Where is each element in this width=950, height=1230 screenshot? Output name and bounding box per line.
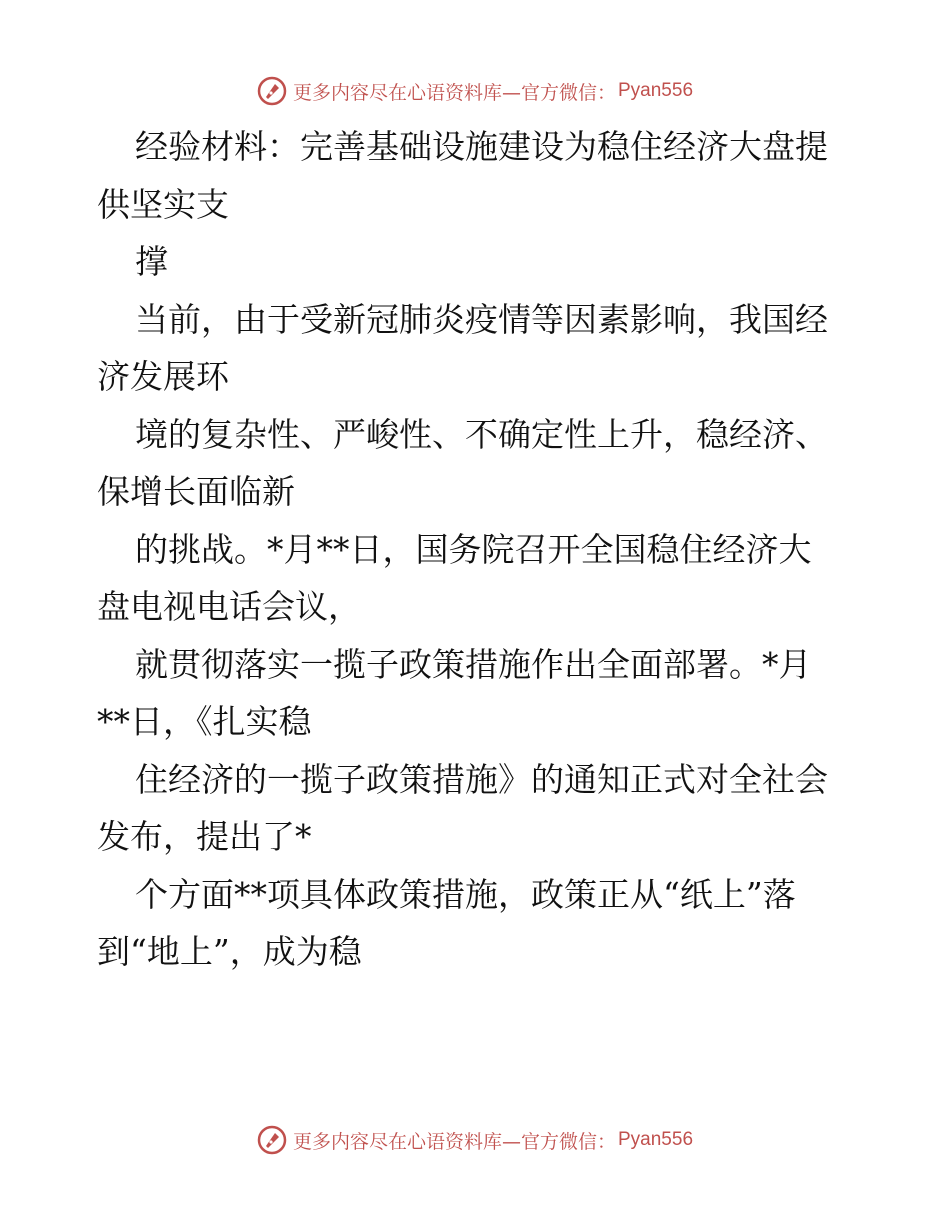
watermark-header bbox=[0, 71, 950, 111]
text-line: 当前，由于受新冠肺炎疫情等因素影响，我国经 bbox=[135, 299, 828, 339]
text-line: 济发展环 bbox=[97, 357, 229, 396]
text-line: 供坚实支 bbox=[97, 184, 229, 224]
text-line: 的挑战。*月**日，国务院召开全国稳住经济大 bbox=[135, 529, 812, 569]
pen-nib-logo-icon bbox=[257, 1125, 287, 1155]
text-line: 撑 bbox=[135, 242, 168, 281]
watermark-footer bbox=[0, 1120, 950, 1160]
watermark-text: 更多内容尽在心语资料库—官方微信： bbox=[292, 1130, 616, 1153]
text-line: 境的复杂性、严峻性、不确定性上升，稳经济、 bbox=[135, 414, 828, 454]
watermark-handle: Pyan556 bbox=[618, 1129, 694, 1150]
text-line: 住经济的一揽子政策措施》的通知正式对全社会 bbox=[135, 759, 828, 799]
text-line: 发布，提出了* bbox=[97, 817, 312, 856]
text-line: 到“地上”，成为稳 bbox=[97, 932, 362, 971]
document-body bbox=[97, 118, 857, 981]
text-line: 盘电视电话会议， bbox=[97, 587, 361, 626]
text-line: **日，《扎实稳 bbox=[97, 702, 312, 741]
text-line: 个方面**项具体政策措施，政策正从“纸上”落 bbox=[135, 874, 796, 914]
text-line: 经验材料：完善基础设施建设为稳住经济大盘提 bbox=[135, 127, 828, 166]
pen-nib-logo-icon bbox=[257, 76, 287, 106]
watermark-handle: Pyan556 bbox=[618, 80, 694, 101]
watermark-text: 更多内容尽在心语资料库—官方微信： bbox=[292, 81, 616, 104]
text-line: 就贯彻落实一揽子政策措施作出全面部署。*月 bbox=[135, 644, 812, 684]
text-line: 保增长面临新 bbox=[97, 472, 295, 511]
